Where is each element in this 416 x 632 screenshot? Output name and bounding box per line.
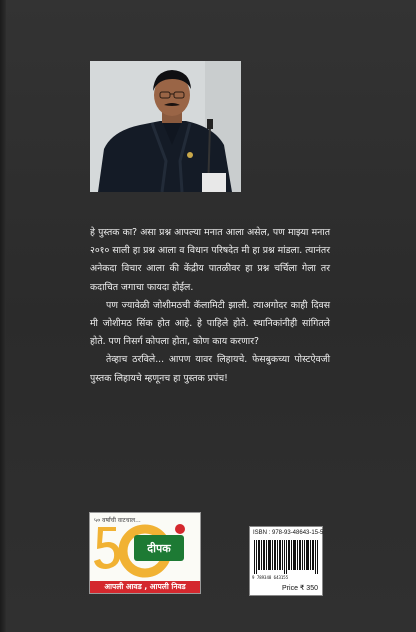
publisher-logo-badge bbox=[89, 512, 201, 594]
author-portrait-image bbox=[90, 61, 241, 192]
author-photo bbox=[90, 61, 241, 192]
publisher-slogan: आपली आवड , आपली निवड bbox=[90, 581, 200, 593]
publisher-logo-text: दीपक bbox=[147, 542, 171, 555]
publisher-tagline: ५० वर्षांची वाटचाल... bbox=[94, 517, 141, 524]
blurb-paragraph-3: तेव्हाच ठरविले... आपण यावर लिहायचे. फेसबुकच्या पोस्टऐवजी पुस्तक लिहायचे म्हणूनच हा पुस्तक प्रपंच! bbox=[90, 354, 330, 384]
blurb-paragraph-1: हे पुस्तक का? असा प्रश्न आपल्या मनात आला असेल, पण माझ्या मनात २०१० साली हा प्रश्न आला व विधान परिषदेत मी हा प्रश्न मांडला. त्यानंतर अनेकदा विचार आला की केंद्रीय पातळीवर हा प्रश्न चर्चिला गेला तर कदाचित जगाचा फायदा होईल. bbox=[90, 227, 330, 293]
barcode-digits: 9 789348 643155 bbox=[252, 575, 289, 580]
blurb-paragraph-2: पण ज्यावेळी जोशीमठची कॅलामिटी झाली. त्याअगोदर काही दिवस मी जोशीमठ सिंक होत आहे. हे पाहिले होते. स्थानिकांनीही सांगितले होते. पण निसर्ग कोपला होता, कोण काय करणार? bbox=[90, 299, 330, 348]
price-label: Price ₹ 350 bbox=[282, 585, 318, 592]
isbn-barcode-box bbox=[249, 526, 323, 596]
back-cover-blurb bbox=[90, 224, 330, 388]
isbn-text: ISBN : 978-93-48643-15-5 bbox=[253, 530, 324, 536]
barcode-icon bbox=[254, 540, 318, 574]
